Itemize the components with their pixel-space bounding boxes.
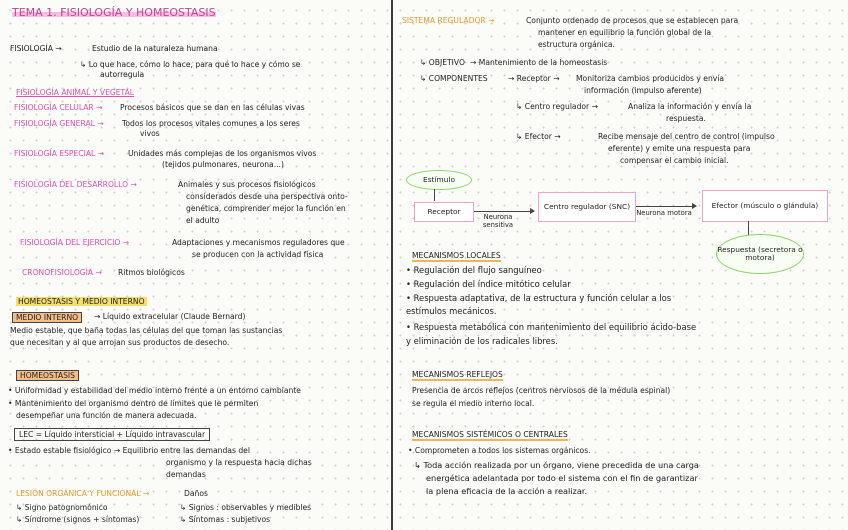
sistema-def: Conjunto ordenado de procesos que se establecen para (526, 16, 739, 25)
sistemicos-text: la plena eficacia de la acción a realizar. (426, 486, 588, 496)
sistemicos-text: • Comprometen a todos los sistemas orgánicos. (408, 446, 591, 455)
diagram-arrow (748, 221, 749, 235)
sistema-def: mantener en equilibrio la función global de la (538, 28, 712, 37)
medio-interno-def: → Líquido extracelular (Claude Bernard) (94, 312, 246, 321)
centro-def: Analiza la información y envía la (628, 102, 752, 111)
type-def: Todos los procesos vitales comunes a los seres (122, 119, 300, 128)
sistemicos-heading: MECANISMOS SISTÉMICOS O CENTRALES (412, 430, 568, 439)
diagram-arrow (636, 206, 696, 207)
type-def: Unidades más complejas de los organismos vivos (128, 149, 317, 158)
sistema-term: SISTEMA REGULADOR → (402, 16, 495, 25)
sistemicos-text: energética adelantada por todo el sistema con el fin de garantizar (426, 473, 698, 483)
receptor-term: → Receptor → (508, 74, 560, 83)
diagram-respuesta: Respuesta (secretora o motora) (716, 234, 804, 274)
reflejos-heading: MECANISMOS REFLEJOS (412, 370, 503, 379)
estado-estable: • Estado estable fisiológico → Equilibrio entre las demandas del (8, 446, 250, 455)
diagram-neurona-sensitiva: Neurona sensitiva (482, 213, 514, 229)
column-divider (391, 0, 393, 530)
type-def: Adaptaciones y mecanismos reguladores que (172, 238, 345, 247)
type-def: genética, comprender mejor la función en (186, 204, 346, 213)
signo: ↳ Signo patognomónico (16, 503, 108, 512)
objetivo-def: → Mantenimiento de la homeostasis (470, 58, 608, 67)
type-def: Procesos básicos que se dan en las células vivas (120, 103, 305, 112)
locales-item: • Regulación del flujo sanguíneo (406, 265, 542, 275)
diagram-arrow (434, 189, 435, 201)
diagram-neurona-motora: Neurona motora (636, 209, 692, 217)
type-term: CRONOFISIOLOGÍA → (22, 268, 102, 277)
locales-item: y eliminación de los radicales libres. (406, 336, 558, 346)
signos: ↳ Signos : observables y medibles (180, 503, 312, 512)
fisiologia-term: FISIOLOGÍA → (10, 44, 62, 53)
fisiologia-def: Estudio de la naturaleza humana (92, 44, 218, 53)
medio-interno-term: MEDIO INTERNO (12, 312, 82, 323)
type-term: FISIOLOGÍA ESPECIAL → (14, 149, 105, 158)
type-def: Ritmos biológicos (118, 268, 185, 277)
type-term: FISIOLOGÍA CELULAR → (14, 103, 103, 112)
homeostasis-heading: HOMEOSTASIS Y MEDIO INTERNO (18, 297, 145, 306)
locales-heading: MECANISMOS LOCALES (412, 251, 501, 260)
type-def: Animales y sus procesos fisiológicos (178, 180, 316, 189)
homeostasis-bullet: • Uniformidad y estabilidad del medio interno frente a un entorno cambiante (8, 386, 301, 395)
lesion-def: Daños (184, 489, 208, 498)
page-title: TEMA 1. FISIOLOGÍA Y HOMEOSTASIS (12, 6, 216, 19)
diagram-estimulo: Estímulo (406, 170, 472, 190)
type-def: considerados desde una perspectiva onto- (186, 192, 348, 201)
fisiologia-sub: autorregula (100, 70, 145, 79)
type-def: (tejidos pulmonares, neurona...) (162, 160, 284, 169)
sindrome: ↳ Síndrome (signos + síntomas) (16, 515, 140, 524)
diagram-centro: Centro regulador (SNC) (538, 192, 636, 222)
type-def: se producen con la actividad física (192, 250, 324, 259)
medio-text: Medio estable, que baña todas las células del que toman las sustancias (10, 326, 283, 335)
homeostasis-bullet: • Mantenimiento del organismo dentro de límites que le permiten (8, 399, 259, 408)
type-term: FISIOLOGÍA GENERAL → (14, 119, 104, 128)
fisiologia-sub: ↳ Lo que hace, cómo lo hace, para qué lo hace y cómo se (80, 60, 301, 69)
diagram-arrow (474, 211, 534, 212)
homeostasis-term: HOMEOSTASIS (16, 370, 79, 381)
diagram-efector: Efector (músculo o glándula) (702, 190, 828, 222)
locales-item: • Regulación del índice mitótico celular (406, 279, 571, 289)
lesion-term: LESIÓN ORGÁNICA Y FUNCIONAL → (16, 489, 150, 498)
locales-item: • Respuesta metabólica con mantenimiento del equilibrio ácido-base (406, 322, 697, 332)
efector-def: Recibe mensaje del centro de control (impulso (598, 132, 775, 141)
receptor-def: Monitoriza cambios producidos y envía (576, 74, 725, 83)
efector-def: eferente) y emite una respuesta para (608, 144, 751, 153)
receptor-def: información (impulso aferente) (584, 86, 702, 95)
reflejos-text: Presencia de arcos reflejos (centros nerviosos de la médula espinal) (412, 386, 671, 395)
estado-estable: organismo y la respuesta hacia dichas (166, 458, 312, 467)
locales-item: estímulos mecánicos. (406, 306, 497, 316)
types-heading: FISIOLOGÍA ANIMAL Y VEGETAL (16, 88, 135, 97)
diagram-receptor: Receptor (414, 202, 474, 222)
right-column (398, 0, 844, 530)
type-term: FISIOLOGÍA DEL DESARROLLO → (14, 180, 137, 189)
estado-estable: demandas (166, 470, 206, 479)
sistemicos-text: ↳ Toda acción realizada por un órgano, viene precedida de una carga (414, 460, 699, 470)
type-term: FISIOLOGÍA DEL EJERCICIO → (20, 238, 130, 247)
sintomas: ↳ Síntomas : subjetivos (180, 515, 271, 524)
left-column (6, 0, 388, 530)
type-def: vivos (140, 129, 160, 138)
centro-term: ↳ Centro regulador → (516, 102, 598, 111)
objetivo-term: ↳ OBJETIVO (420, 58, 465, 67)
reflejos-text: se regula el medio interno local. (412, 399, 535, 408)
medio-text: que necesitan y al que arrojan sus productos de desecho. (10, 338, 230, 347)
efector-def: compensar el cambio inicial. (620, 156, 729, 165)
centro-def: respuesta. (666, 114, 706, 123)
homeostasis-bullet: desempeñar una función de manera adecuada. (16, 411, 197, 420)
locales-item: • Respuesta adaptativa, de la estructura y función celular a los (406, 293, 672, 303)
componentes-term: ↳ COMPONENTES (420, 74, 488, 83)
type-def: el adulto (186, 216, 220, 225)
efector-term: ↳ Efector → (516, 132, 561, 141)
lec-box: LEC = Líquido intersticial + Líquido intravascular (14, 428, 210, 441)
sistema-def: estructura orgánica. (538, 40, 615, 49)
